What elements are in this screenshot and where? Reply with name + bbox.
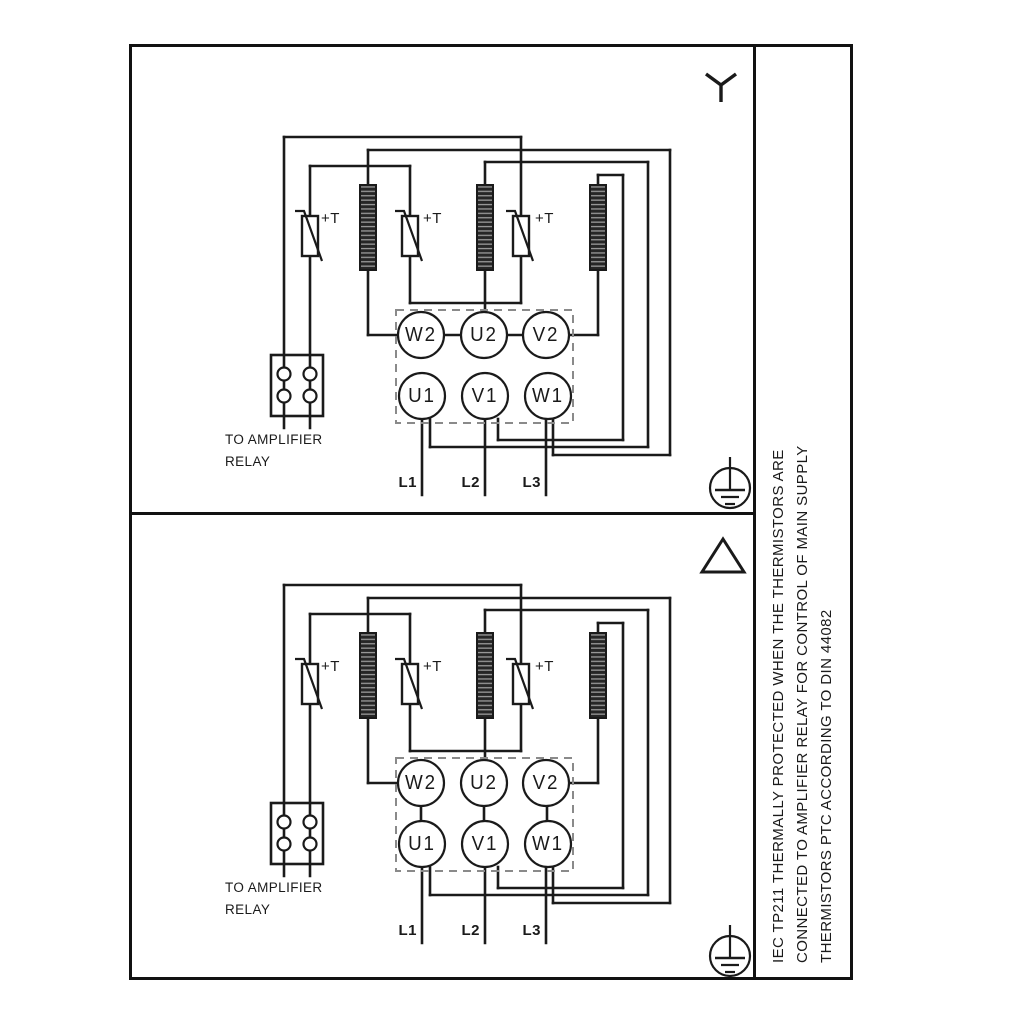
panel-divider <box>132 512 753 515</box>
supply-label-l2: L2 <box>461 922 480 939</box>
terminal-label-v2: V2 <box>532 772 560 794</box>
terminal-label-u2: U2 <box>470 772 498 794</box>
terminal-label-w1: W1 <box>532 385 564 407</box>
thermistor-label: +T <box>423 210 442 227</box>
side-note-text <box>756 47 850 977</box>
terminal-label-v2: V2 <box>532 324 560 346</box>
thermistor-label: +T <box>535 658 554 675</box>
terminal-label-w2: W2 <box>405 772 437 794</box>
star-connection-panel <box>132 47 753 537</box>
terminal-label-u2: U2 <box>470 324 498 346</box>
supply-label-l3: L3 <box>522 922 541 939</box>
terminal-label-v1: V1 <box>471 385 499 407</box>
star-symbol-icon <box>706 74 736 102</box>
note-line: THERMISTORS PTC ACCORDING TO DIN 44082 <box>818 609 835 963</box>
delta-connection-panel <box>132 495 753 985</box>
terminal-label-u1: U1 <box>408 833 436 855</box>
relay-caption: RELAY <box>225 454 271 469</box>
drawing-frame <box>129 44 853 980</box>
terminal-label-w1: W1 <box>532 833 564 855</box>
amplifier-relay-box <box>271 803 323 864</box>
motor-windings <box>360 185 606 270</box>
relay-caption: RELAY <box>225 902 271 917</box>
terminal-label-w2: W2 <box>405 324 437 346</box>
motor-windings <box>360 633 606 718</box>
terminal-label-v1: V1 <box>471 833 499 855</box>
supply-label-l1: L1 <box>398 474 417 491</box>
thermistor-label: +T <box>423 658 442 675</box>
delta-symbol-icon <box>702 539 744 572</box>
thermistor-label: +T <box>535 210 554 227</box>
relay-caption: TO AMPLIFIER <box>225 432 323 447</box>
terminal-label-u1: U1 <box>408 385 436 407</box>
amplifier-relay-box <box>271 355 323 416</box>
thermistor-label: +T <box>321 210 340 227</box>
delta-terminal-links <box>421 806 547 821</box>
thermistor-label: +T <box>321 658 340 675</box>
earth-ground-icon <box>710 925 750 976</box>
relay-caption: TO AMPLIFIER <box>225 880 323 895</box>
supply-label-l2: L2 <box>461 474 480 491</box>
supply-label-l3: L3 <box>522 474 541 491</box>
note-line: CONNECTED TO AMPLIFIER RELAY FOR CONTROL OF MAIN SUPPLY <box>794 445 811 963</box>
note-line: IEC TP211 THERMALLY PROTECTED WHEN THE THERMISTORS ARE <box>770 449 787 963</box>
supply-label-l1: L1 <box>398 922 417 939</box>
side-note-panel <box>756 47 850 977</box>
